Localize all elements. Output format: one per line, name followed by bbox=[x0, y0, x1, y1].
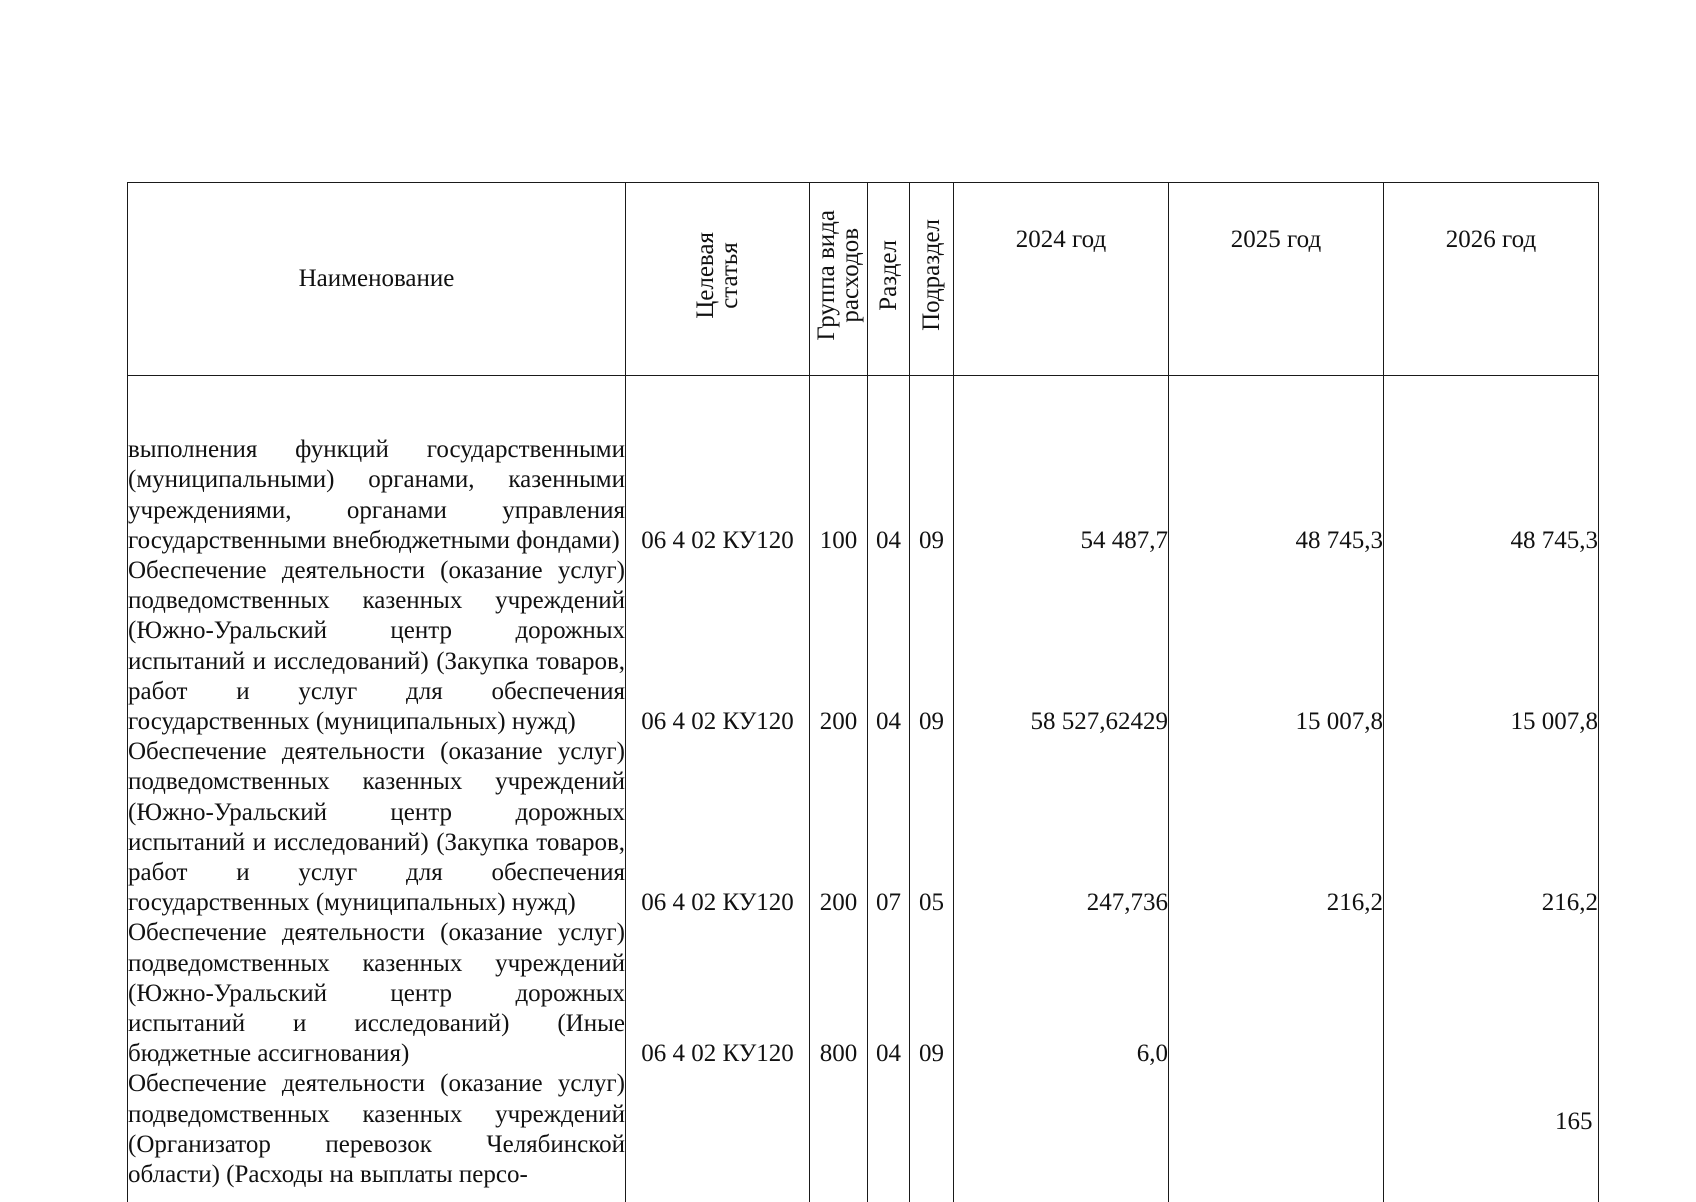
row-amount-2024: 247,736 bbox=[954, 737, 1169, 918]
row-name: выполнения функций государственными (муниципальными) органами, казенными учреждениями, органами управления государственными внебюджетными фондами) bbox=[128, 376, 626, 557]
header-section-label: Раздел bbox=[877, 240, 901, 311]
table-body bbox=[128, 376, 1599, 1202]
table-header bbox=[128, 183, 1599, 376]
header-target-article-label: Целевая статья bbox=[694, 232, 742, 319]
header-target-article bbox=[626, 183, 810, 376]
table-row bbox=[128, 556, 1599, 737]
row-section bbox=[868, 1069, 910, 1202]
row-subsection: 09 bbox=[910, 556, 954, 737]
header-2026: 2026 год bbox=[1384, 183, 1599, 376]
row-expense-group bbox=[810, 1069, 868, 1202]
row-amount-2026 bbox=[1384, 918, 1599, 1069]
row-name: Обеспечение деятельности (оказание услуг) подведомственных казенных учреждений (Организатор перевозок Челябинской области) (Расходы на выплаты персо- bbox=[128, 1069, 626, 1202]
row-amount-2026: 48 745,3 bbox=[1384, 376, 1599, 557]
header-subsection-label: Подраздел bbox=[920, 219, 944, 331]
header-expense-group bbox=[810, 183, 868, 376]
row-amount-2025: 48 745,3 bbox=[1169, 376, 1384, 557]
row-target-article: 06 4 02 КУ120 bbox=[626, 376, 810, 557]
row-section: 04 bbox=[868, 556, 910, 737]
row-subsection: 05 bbox=[910, 737, 954, 918]
table-row bbox=[128, 918, 1599, 1069]
row-expense-group: 100 bbox=[810, 376, 868, 557]
row-expense-group: 200 bbox=[810, 556, 868, 737]
row-target-article: 06 4 02 КУ120 bbox=[626, 918, 810, 1069]
row-amount-2025 bbox=[1169, 1069, 1384, 1202]
row-section: 04 bbox=[868, 918, 910, 1069]
row-amount-2026: 15 007,8 bbox=[1384, 556, 1599, 737]
header-2024: 2024 год bbox=[954, 183, 1169, 376]
row-section: 07 bbox=[868, 737, 910, 918]
row-name: Обеспечение деятельности (оказание услуг) подведомственных казенных учреждений (Южно-Уральский центр дорожных испытаний и исследований) (Закупка товаров, работ и услуг для обеспечения государственных (муниципальных) нужд) bbox=[128, 737, 626, 918]
row-amount-2025: 15 007,8 bbox=[1169, 556, 1384, 737]
row-name: Обеспечение деятельности (оказание услуг) подведомственных казенных учреждений (Южно-Уральский центр дорожных испытаний и исследований) (Закупка товаров, работ и услуг для обеспечения государственных (муниципальных) нужд) bbox=[128, 556, 626, 737]
row-subsection bbox=[910, 1069, 954, 1202]
table-row bbox=[128, 1069, 1599, 1202]
row-amount-2025: 216,2 bbox=[1169, 737, 1384, 918]
header-2025: 2025 год bbox=[1169, 183, 1384, 376]
row-amount-2024: 54 487,7 bbox=[954, 376, 1169, 557]
row-subsection: 09 bbox=[910, 918, 954, 1069]
row-amount-2024 bbox=[954, 1069, 1169, 1202]
row-amount-2025 bbox=[1169, 918, 1384, 1069]
budget-table bbox=[127, 182, 1599, 1202]
row-section: 04 bbox=[868, 376, 910, 557]
header-name: Наименование bbox=[128, 183, 626, 376]
row-subsection: 09 bbox=[910, 376, 954, 557]
page-number: 165 bbox=[1555, 1108, 1593, 1136]
row-expense-group: 800 bbox=[810, 918, 868, 1069]
row-target-article bbox=[626, 1069, 810, 1202]
table-row bbox=[128, 737, 1599, 918]
row-expense-group: 200 bbox=[810, 737, 868, 918]
header-expense-group-label: Группа вида расходов bbox=[815, 210, 863, 341]
row-amount-2024: 58 527,62429 bbox=[954, 556, 1169, 737]
table-row bbox=[128, 376, 1599, 557]
header-section bbox=[868, 183, 910, 376]
row-amount-2024: 6,0 bbox=[954, 918, 1169, 1069]
row-amount-2026: 216,2 bbox=[1384, 737, 1599, 918]
row-target-article: 06 4 02 КУ120 bbox=[626, 737, 810, 918]
row-target-article: 06 4 02 КУ120 bbox=[626, 556, 810, 737]
header-subsection bbox=[910, 183, 954, 376]
row-name: Обеспечение деятельности (оказание услуг) подведомственных казенных учреждений (Южно-Уральский центр дорожных испытаний и исследований) (Иные бюджетные ассигнования) bbox=[128, 918, 626, 1069]
